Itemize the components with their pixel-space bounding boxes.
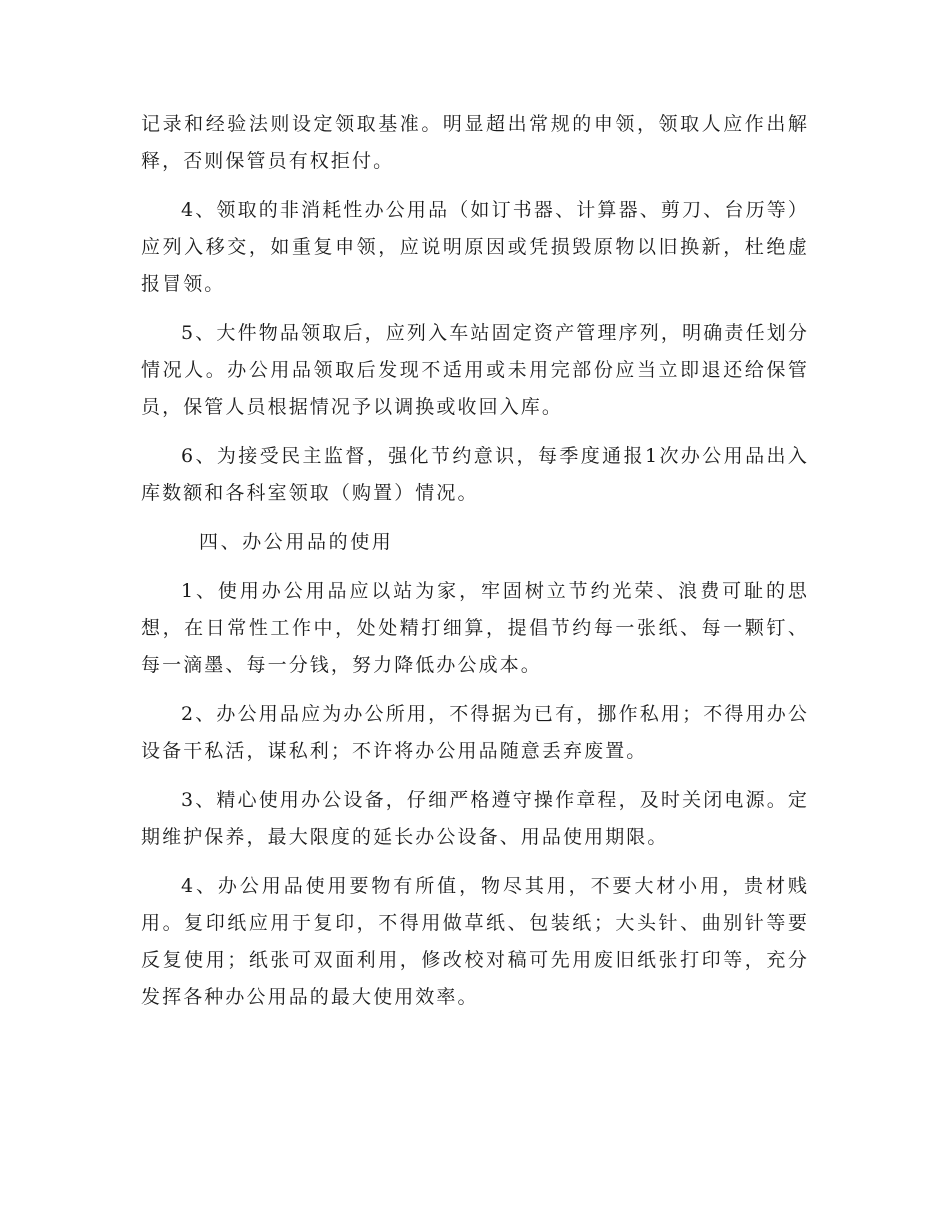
document-body xyxy=(141,106,809,1028)
paragraph-item-4-non-consumables: 4、领取的非消耗性办公用品（如订书器、计算器、剪刀、台历等）应列入移交，如重复申领，应说明原因或凭损毁原物以旧换新，杜绝虚报冒领。 xyxy=(141,199,809,295)
paragraph-usage-item-2: 2、办公用品应为办公所用，不得据为已有，挪作私用；不得用办公设备干私活，谋私利；不许将办公用品随意丢弃废置。 xyxy=(141,703,809,762)
paragraph-usage-item-1: 1、使用办公用品应以站为家，牢固树立节约光荣、浪费可耻的思想，在日常性工作中，处处精打细算，提倡节约每一张纸、每一颗钉、每一滴墨、每一分钱，努力降低办公成本。 xyxy=(141,580,809,676)
paragraph-usage-item-3: 3、精心使用办公设备，仔细严格遵守操作章程，及时关闭电源。定期维护保养，最大限度的延长办公设备、用品使用期限。 xyxy=(141,789,809,848)
section-heading-usage: 四、办公用品的使用 xyxy=(199,531,394,553)
paragraph-item-5-large-items: 5、大件物品领取后，应列入车站固定资产管理序列，明确责任划分情况人。办公用品领取后发现不适用或未用完部份应当立即退还给保管员，保管人员根据情况予以调换或收回入库。 xyxy=(141,322,809,418)
paragraph-continuation: 记录和经验法则设定领取基准。明显超出常规的申领，领取人应作出解释，否则保管员有权拒付。 xyxy=(141,113,809,172)
paragraph-usage-item-4: 4、办公用品使用要物有所值，物尽其用，不要大材小用，贵材贱用。复印纸应用于复印，不得用做草纸、包装纸；大头针、曲别针等要反复使用；纸张可双面利用，修改校对稿可先用废旧纸张打印等，充分发挥各种办公用品的最大使用效率。 xyxy=(141,875,809,1008)
paragraph-item-6-supervision: 6、为接受民主监督，强化节约意识，每季度通报1次办公用品出入库数额和各科室领取（购置）情况。 xyxy=(141,445,809,504)
